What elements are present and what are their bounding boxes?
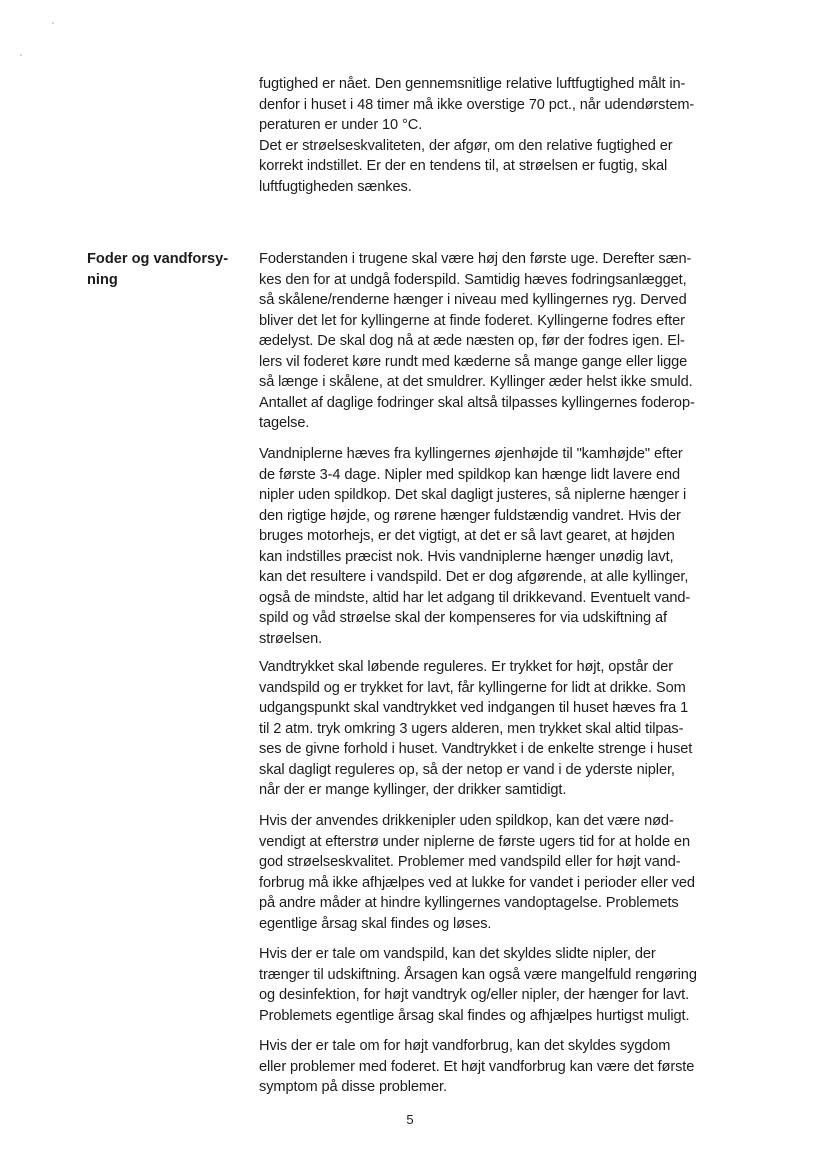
text-line: forbrug må ikke afhjælpes ved at lukke for vandet i perioder eller ved	[259, 874, 695, 891]
text-line: strøelsen.	[259, 630, 323, 647]
text-line: spild og våd strøelse skal der kompenseres for via udskiftning af	[259, 610, 667, 626]
paragraph-block	[259, 944, 737, 1026]
body-paragraph	[259, 657, 737, 801]
text-line: Problemets egentlige årsag skal findes og afhjælpes hurtigst muligt.	[259, 1007, 690, 1024]
body-paragraph	[259, 249, 737, 434]
text-line: Vandtrykket skal løbende reguleres. Er trykket for højt, opstår der	[259, 659, 673, 675]
paragraph-block	[259, 811, 737, 934]
text-line: kan det resultere i vandspild. Det er dog afgørende, at alle kyllinger,	[259, 569, 689, 585]
text-line: skal dagligt reguleres op, så der netop er vand i de yderste nipler,	[259, 761, 675, 778]
intro-paragraph	[259, 74, 737, 197]
paragraph-block	[259, 249, 737, 434]
text-line: når der er mange kyllinger, der drikker samtidigt.	[259, 782, 567, 798]
text-line: så længe i skålene, at det smuldrer. Kyllinger æder helst ikke smuld.	[259, 374, 693, 390]
page-number: 5	[406, 1112, 414, 1127]
text-line: de første 3-4 dage. Nipler med spildkop kan hænge lidt lavere end	[259, 466, 681, 483]
text-line: lers vil foderet køre rundt med kæderne så mange gange eller ligge	[259, 353, 688, 370]
heading-line: Foder og vandforsy-	[87, 251, 229, 267]
text-line: korrekt indstillet. Er der en tendens til, at strøelsen er fugtig, skal	[259, 158, 668, 174]
body-paragraph	[259, 444, 737, 649]
text-line: Det er strøelseskvaliteten, der afgør, om den relative fugtighed er	[259, 137, 673, 154]
text-line: vendigt at efterstrø under niplerne de første ugers tid for at holde en	[259, 833, 690, 850]
text-line: på andre måder at hindre kyllingernes vandoptagelse. Problemets	[259, 895, 679, 911]
text-line: Hvis der er tale om vandspild, kan det skyldes slidte nipler, der	[259, 946, 656, 962]
text-line: udgangspunkt skal vandtrykket ved indgangen til huset hæves fra 1	[259, 700, 689, 716]
scan-speck	[52, 22, 54, 24]
text-line: tagelse.	[259, 415, 310, 431]
paragraph-block	[259, 444, 737, 649]
body-paragraph	[259, 811, 737, 934]
text-line: Antallet af daglige fodringer skal altså tilpasses kyllingernes foderop-	[259, 394, 695, 411]
text-line: og desinfektion, for højt vandtryk og/eller nipler, der hænger for lavt.	[259, 987, 690, 1003]
text-line: også de mindste, altid har let adgang til drikkevand. Eventuelt vand-	[259, 589, 691, 606]
text-line: god strøelseskvalitet. Problemer med vandspild eller for højt vand-	[259, 854, 681, 870]
body-paragraph	[259, 1036, 737, 1098]
intro-paragraph-block	[259, 74, 737, 197]
section-heading	[87, 249, 247, 290]
text-line: nipler uden spildkop. Det skal dagligt justeres, så niplerne hænger i	[259, 487, 687, 503]
text-line: kes den for at undgå foderspild. Samtidig hæves fodringsanlægget,	[259, 271, 687, 288]
text-line: så skålene/renderne hænger i niveau med kyllingernes ryg. Derved	[259, 292, 687, 308]
text-line: den rigtige højde, og rørene hænger fuldstændig vandret. Hvis der	[259, 507, 681, 524]
text-line: Vandniplerne hæves fra kyllingernes øjenhøjde til "kamhøjde" efter	[259, 446, 683, 462]
text-line: peraturen er under 10 °C.	[259, 117, 423, 133]
text-line: trænger til udskiftning. Årsagen kan også være mangelfuld rengøring	[259, 966, 697, 983]
text-line: luftfugtigheden sænkes.	[259, 178, 412, 195]
text-line: denfor i huset i 48 timer må ikke overstige 70 pct., når udendørstem-	[259, 96, 695, 113]
paragraph-block	[259, 657, 737, 801]
scan-speck	[20, 54, 22, 56]
text-line: symptom på disse problemer.	[259, 1079, 447, 1095]
text-line: Hvis der anvendes drikkenipler uden spildkop, kan det være nød-	[259, 813, 674, 829]
text-line: bruges motorhejs, er det vigtigt, at det er så lavt gearet, at højden	[259, 528, 675, 544]
text-line: eller problemer med foderet. Et højt vandforbrug kan være det første	[259, 1058, 695, 1075]
text-line: til 2 atm. tryk omkring 3 ugers alderen, men trykket skal altid tilpas-	[259, 720, 684, 737]
text-line: fugtighed er nået. Den gennemsnitlige relative luftfugtighed målt in-	[259, 76, 686, 92]
text-line: kan indstilles præcist nok. Hvis vandniplerne hænger unødig lavt,	[259, 548, 674, 565]
heading-line: ning	[87, 271, 118, 288]
text-line: ses de givne forhold i huset. Vandtrykket i de enkelte strenge i huset	[259, 741, 693, 757]
text-line: ædelyst. De skal dog nå at æde næsten op, før der fodres igen. El-	[259, 333, 685, 349]
text-line: egentlige årsag skal findes og løses.	[259, 915, 492, 932]
text-line: bliver det let for kyllingerne at finde foderet. Kyllingerne fodres efter	[259, 312, 685, 329]
text-line: vandspild og er trykket for lavt, får kyllingerne for lidt at drikke. Som	[259, 679, 686, 696]
text-line: Foderstanden i trugene skal være høj den første uge. Derefter sæn-	[259, 251, 692, 267]
body-paragraph	[259, 944, 737, 1026]
paragraph-block	[259, 1036, 737, 1098]
text-line: Hvis der er tale om for højt vandforbrug, kan det skyldes sygdom	[259, 1038, 671, 1054]
